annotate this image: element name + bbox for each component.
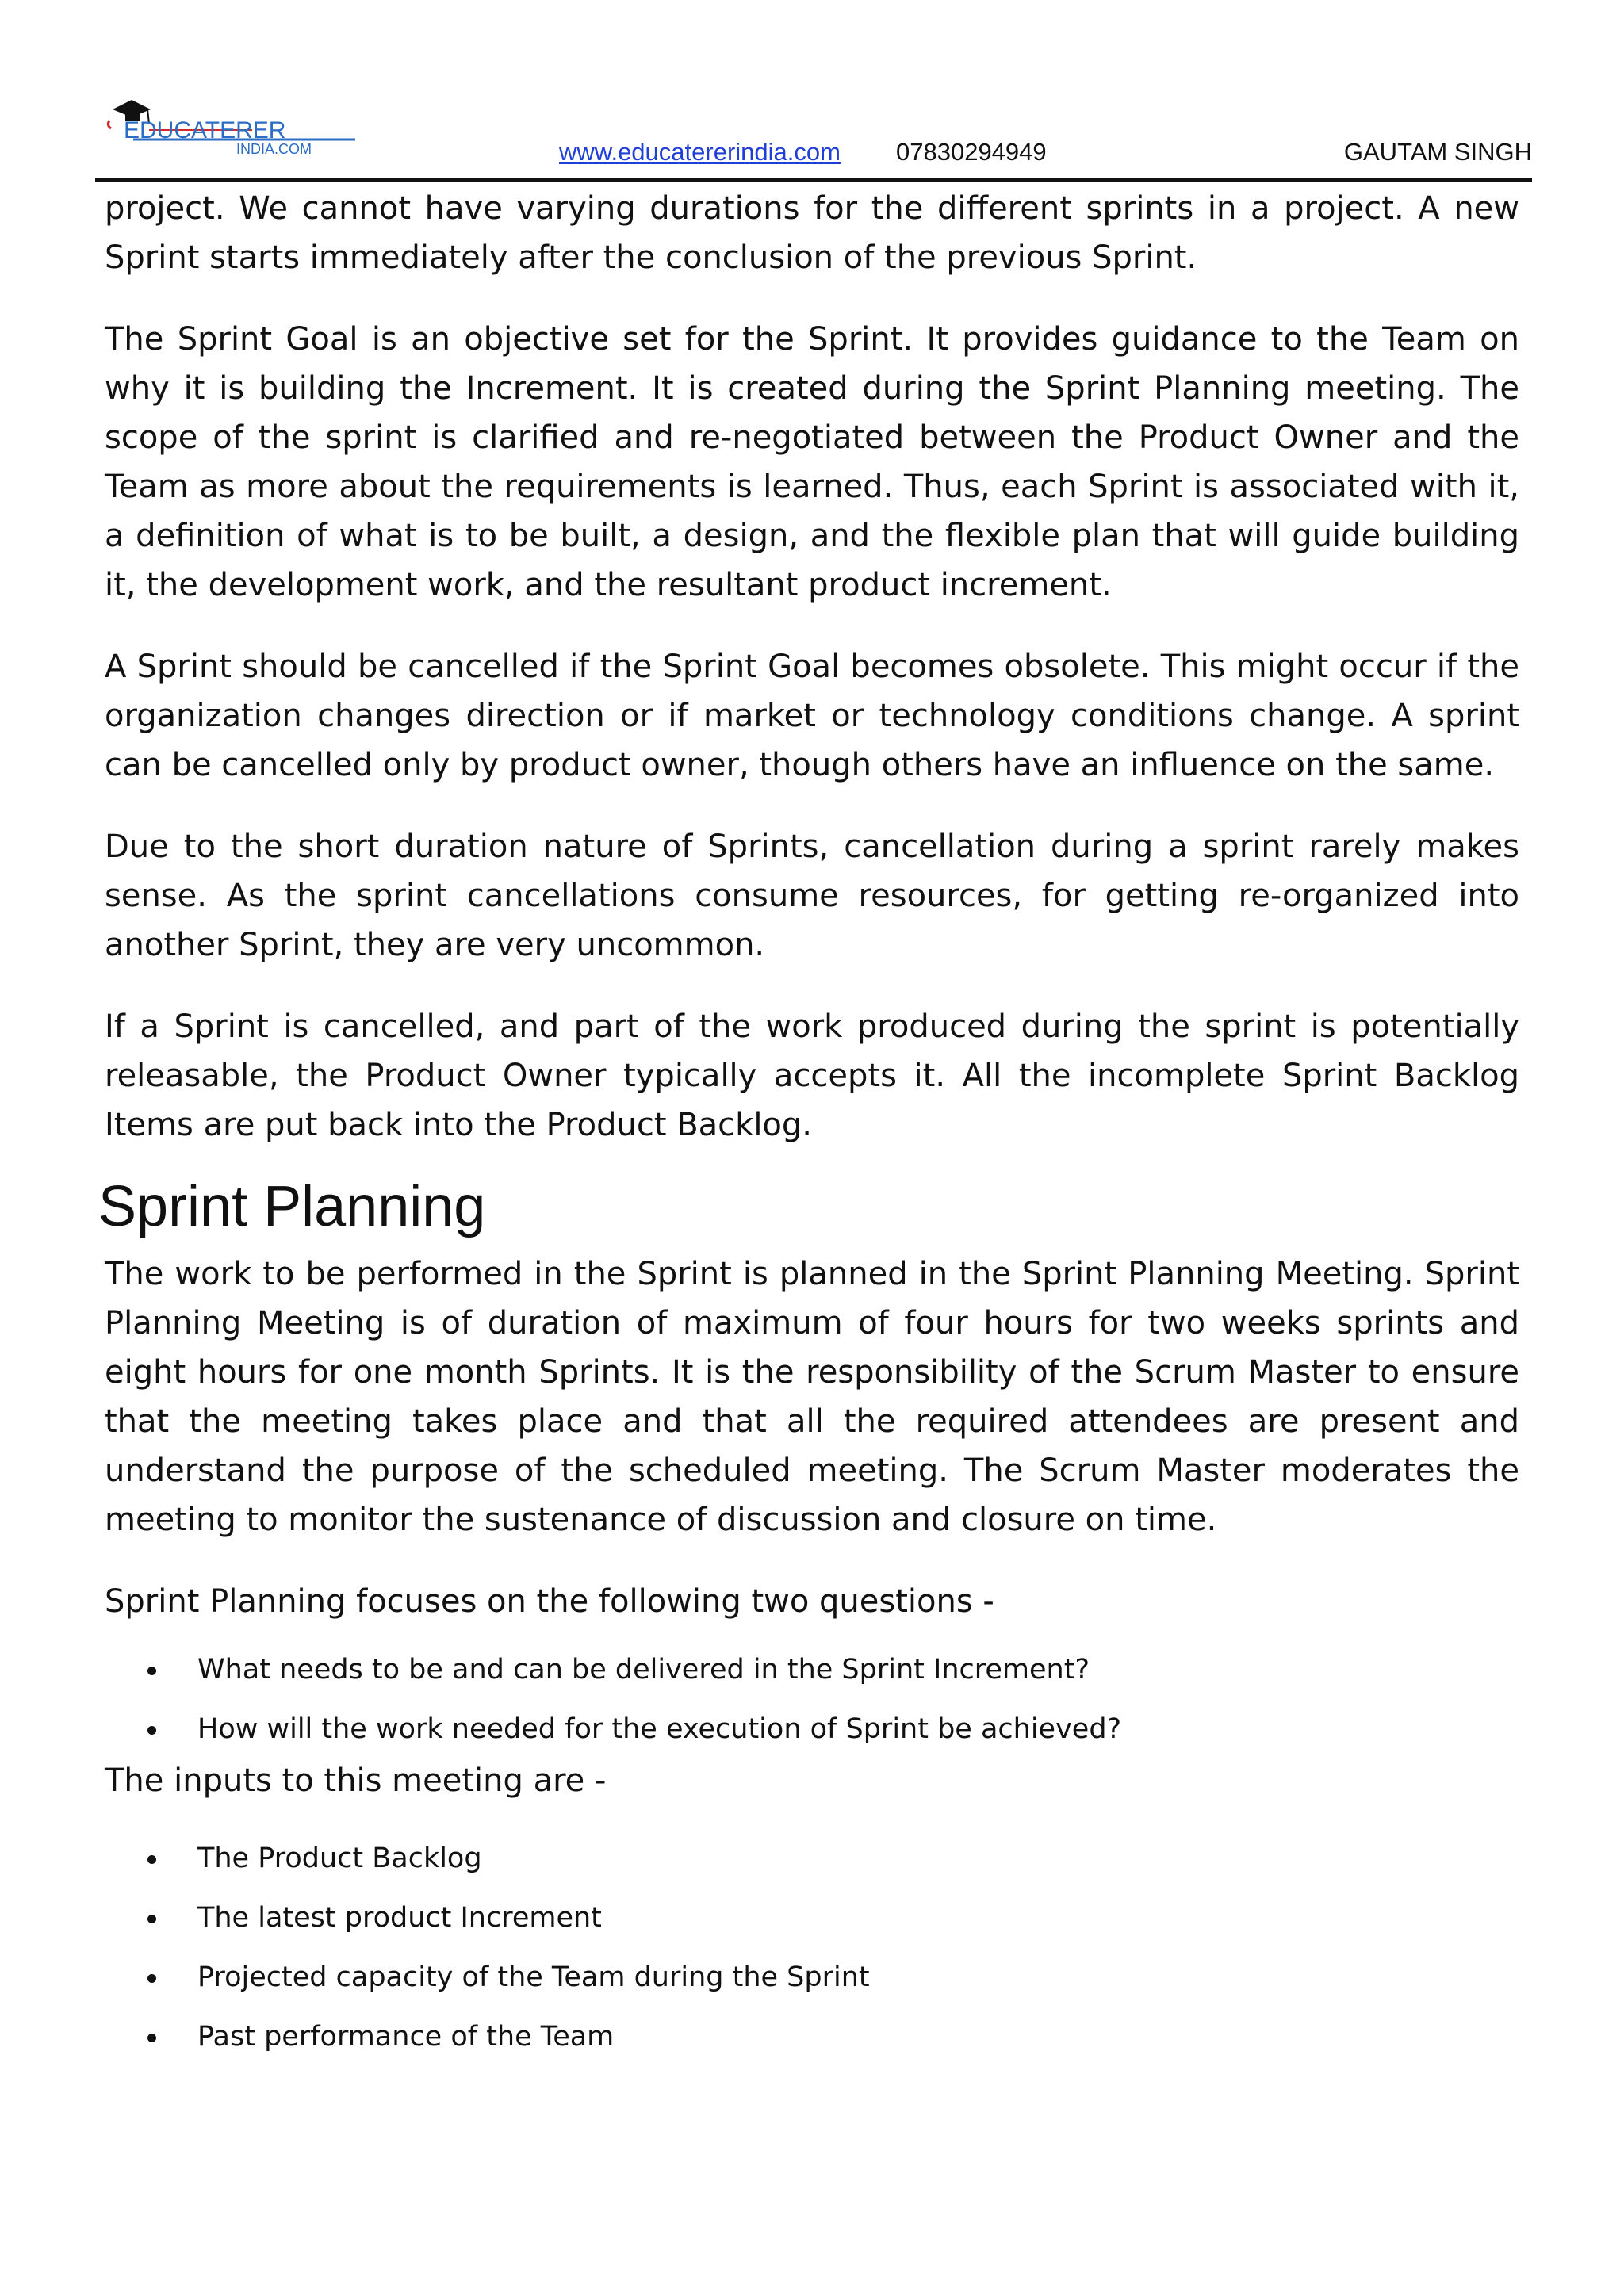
paragraph-sprint-cancel: A Sprint should be cancelled if the Sprint Goal becomes obsolete. This might occur if the organization changes direction or if market or technology conditions change. A sprint can be cancelled only by product owner, though others have an influence on the same. (105, 649, 1519, 783)
list-item (105, 1640, 1519, 1700)
logo (102, 94, 363, 165)
bullet-icon (147, 2034, 156, 2042)
phone-number: 07830294949 (896, 138, 1047, 166)
list-item (105, 1700, 1519, 1759)
paragraph-sprint-duration: project. We cannot have varying durations for the different sprints in a project. A new Sprint starts immediately after the conclusion of the previous Sprint. (105, 190, 1519, 276)
svg-text:EDUCATERER: EDUCATERER (124, 117, 286, 144)
section-heading: Sprint Planning (98, 1175, 486, 1238)
bullet-icon (147, 1726, 156, 1735)
list-item (105, 1888, 1519, 1948)
list-item (105, 2007, 1519, 2067)
list-item-text: The latest product Increment (197, 1902, 602, 1934)
list-item (105, 1948, 1519, 2007)
bullet-icon (147, 1974, 156, 1983)
graduation-cap-logo-icon (102, 94, 363, 165)
paragraph-cancel-rare: Due to the short duration nature of Sprints, cancellation during a sprint rarely makes sense. As the sprint cancellations consume resources, for getting re-organized into another Sprint, they are very uncommon. (105, 828, 1519, 963)
list-item-text: How will the work needed for the execution of Sprint be achieved? (197, 1713, 1122, 1745)
paragraph-questions-lead: Sprint Planning focuses on the following two questions - (105, 1583, 994, 1620)
author-name: GAUTAM SINGH (1343, 138, 1532, 166)
list-item-text: Projected capacity of the Team during the Sprint (197, 1961, 870, 1993)
paragraph-planning-intro: The work to be performed in the Sprint is planned in the Sprint Planning Meeting. Sprint Planning Meeting is of duration of maximum of four hours for two weeks sprints and eight hours for one month Sprints. It is the responsibility of the Scrum Master to ensure that the meeting takes place and that all the required attendees are present and understand the purpose of the scheduled meeting. The Scrum Master moderates the meeting to monitor the sustenance of discussion and closure on time. (105, 1256, 1519, 1538)
svg-text:INDIA.COM: INDIA.COM (236, 141, 312, 157)
page-header (95, 94, 1532, 182)
list-item-text: What needs to be and can be delivered in the Sprint Increment? (197, 1654, 1090, 1686)
inputs-list (105, 1829, 1519, 2067)
questions-list (105, 1640, 1519, 1759)
list-item (105, 1829, 1519, 1888)
list-item-text: The Product Backlog (197, 1843, 482, 1874)
document-body (98, 184, 1519, 2067)
bullet-icon (147, 1667, 156, 1675)
bullet-icon (147, 1855, 156, 1864)
paragraph-inputs-lead: The inputs to this meeting are - (105, 1762, 607, 1799)
website-link[interactable]: www.educatererindia.com (559, 138, 841, 166)
paragraph-cancel-releasable: If a Sprint is cancelled, and part of the work produced during the sprint is potentially releasable, the Product Owner typically accepts it. All the incomplete Sprint Backlog Items are put back into the Product Backlog. (105, 1008, 1519, 1143)
paragraph-sprint-goal: The Sprint Goal is an objective set for the Sprint. It provides guidance to the Team on why it is building the Increment. It is created during the Sprint Planning meeting. The scope of the sprint is clarified and re-negotiated between the Product Owner and the Team as more about the requirements is learned. Thus, each Sprint is associated with it, a definition of what is to be built, a design, and the flexible plan that will guide building it, the development work, and the resultant product increment. (105, 321, 1519, 603)
list-item-text: Past performance of the Team (197, 2021, 615, 2053)
bullet-icon (147, 1915, 156, 1923)
